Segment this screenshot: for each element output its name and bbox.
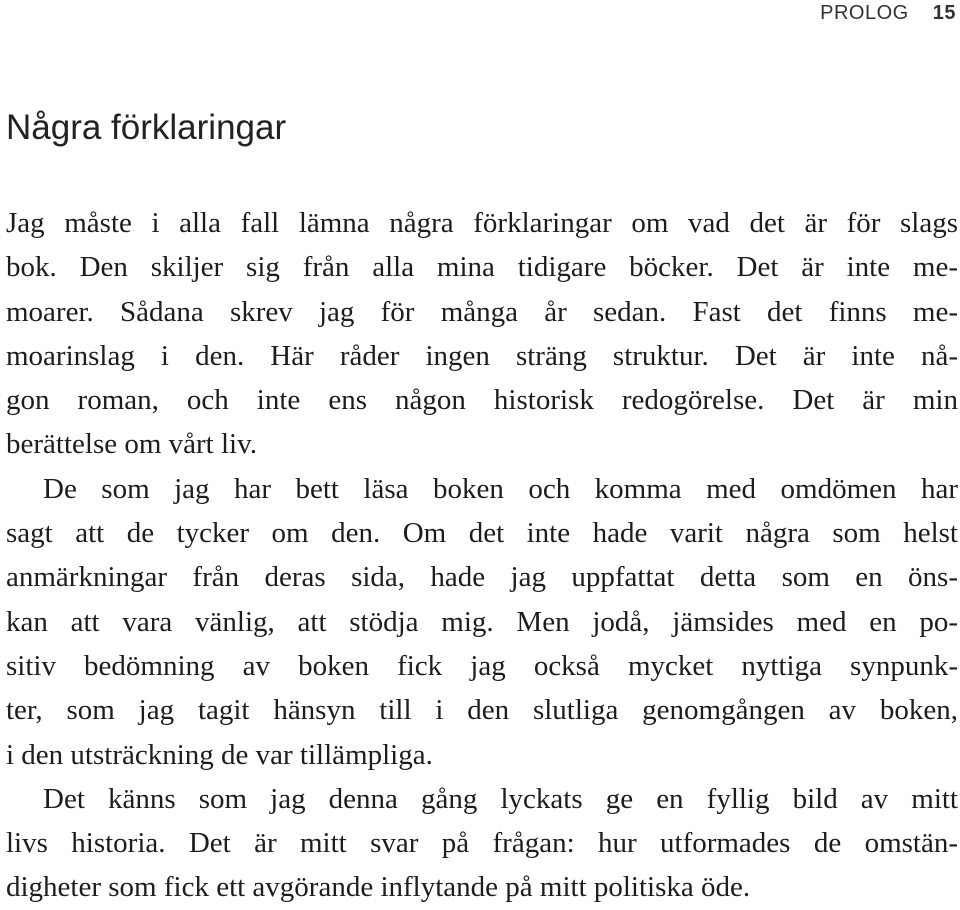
- text-line: sitiv bedömning av boken fick jag också mycket nyttiga synpunk-: [6, 649, 958, 682]
- text-line: moarer. Sådana skrev jag för många år sedan. Fast det finns me-: [6, 295, 958, 328]
- text-line: i den utsträckning de var tillämpliga.: [6, 738, 433, 771]
- page-number: 15: [932, 2, 956, 24]
- section-name: PROLOG: [820, 2, 909, 24]
- text-line: sagt att de tycker om den. Om det inte hade varit några som helst: [6, 517, 958, 550]
- text-line: anmärkningar från deras sida, hade jag uppfattat detta som en öns-: [6, 561, 958, 594]
- text-line: gon roman, och inte ens någon historisk redogörelse. Det är min: [6, 384, 958, 417]
- text-line: Det känns som jag denna gång lyckats ge en fyllig bild av mitt: [43, 782, 958, 815]
- chapter-title: Några förklaringar: [6, 108, 287, 147]
- text-line: ter, som jag tagit hänsyn till i den slutliga genomgången av boken,: [6, 694, 958, 727]
- body-text: [6, 201, 958, 910]
- text-line: kan att vara vänlig, att stödja mig. Men jodå, jämsides med en po-: [6, 605, 958, 638]
- text-line: De som jag har bett läsa boken och komma med omdömen har: [43, 472, 958, 505]
- text-line: livs historia. Det är mitt svar på frågan: hur utformades de omstän-: [6, 827, 958, 860]
- text-line: Jag måste i alla fall lämna några förklaringar om vad det är för slags: [6, 207, 958, 239]
- text-line: berättelse om vårt liv.: [6, 428, 257, 461]
- text-line: bok. Den skiljer sig från alla mina tidigare böcker. Det är inte me-: [6, 251, 958, 284]
- text-line: digheter som fick ett avgörande inflytande på mitt politiska öde.: [6, 871, 751, 904]
- running-header: [820, 2, 956, 25]
- text-line: moarinslag i den. Här råder ingen sträng struktur. Det är inte nå-: [6, 339, 958, 372]
